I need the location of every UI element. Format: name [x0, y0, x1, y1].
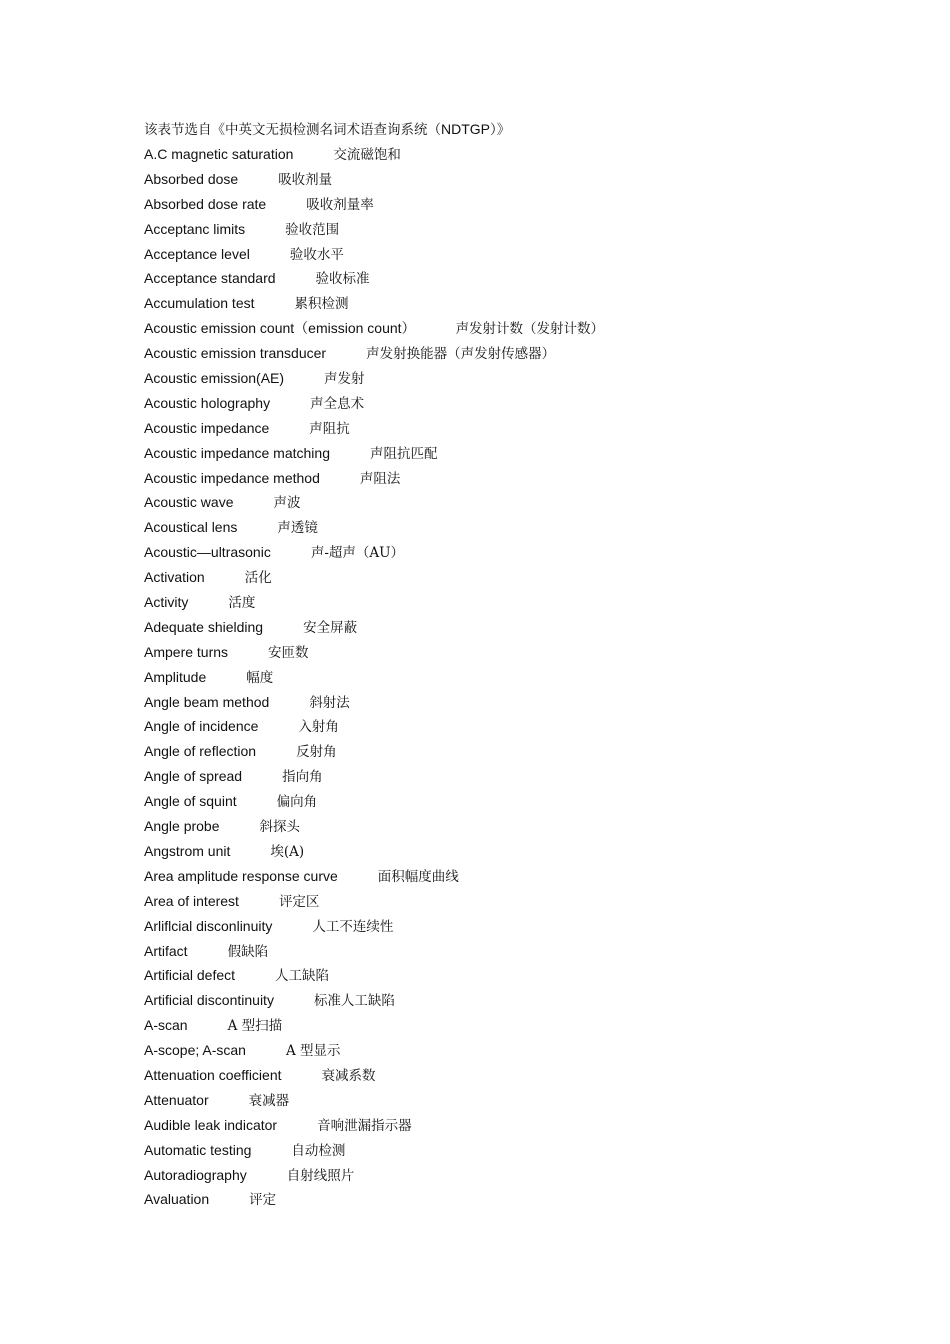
term-chinese: 验收水平 — [289, 246, 344, 263]
term-entry — [144, 690, 904, 715]
term-chinese: 指向角 — [282, 769, 323, 786]
term-entry — [144, 416, 904, 441]
term-entry — [144, 615, 904, 640]
term-entry — [144, 640, 904, 665]
term-entry — [144, 1163, 904, 1188]
term-english: A-scope; A-scan — [144, 1042, 246, 1059]
source-note — [144, 117, 904, 142]
term-entry — [144, 665, 904, 690]
term-english: Autoradiography — [144, 1166, 247, 1183]
term-chinese: 验收标准 — [315, 271, 370, 288]
term-chinese: 自射线照片 — [286, 1167, 355, 1184]
term-entry — [144, 1187, 904, 1212]
term-entry — [144, 441, 904, 466]
term-entry — [144, 1013, 904, 1038]
term-english: Activity — [144, 594, 189, 611]
term-english: Acoustic emission(AE) — [144, 370, 285, 387]
term-entry — [144, 739, 904, 764]
term-entry — [144, 266, 904, 291]
term-entry — [144, 939, 904, 964]
term-english: Activation — [144, 569, 205, 586]
term-entry — [144, 540, 904, 565]
term-english: Acoustic—ultrasonic — [144, 544, 271, 561]
term-english: Arliflcial disconlinuity — [144, 917, 273, 934]
term-english: Acoustic emission transducer — [144, 345, 327, 362]
term-chinese: 验收范围 — [285, 221, 340, 238]
term-chinese: 幅度 — [246, 669, 274, 686]
term-english: Angle of squint — [144, 793, 237, 810]
term-entry — [144, 291, 904, 316]
term-entry — [144, 914, 904, 939]
term-entry — [144, 1038, 904, 1063]
term-entry — [144, 590, 904, 615]
term-chinese: 活化 — [244, 570, 272, 587]
term-english: Acceptance standard — [144, 270, 276, 287]
term-chinese: 累积检测 — [294, 296, 349, 313]
term-chinese: 声波 — [273, 495, 301, 512]
term-chinese: 评定区 — [278, 893, 320, 910]
term-entry — [144, 192, 904, 217]
term-entry — [144, 217, 904, 242]
term-english: Angle beam method — [144, 693, 270, 710]
term-english: Acoustic impedance — [144, 419, 270, 436]
term-entry — [144, 889, 904, 914]
term-chinese: 评定 — [249, 1192, 277, 1209]
term-chinese: 反射角 — [296, 744, 337, 761]
term-english: Ampere turns — [144, 643, 229, 660]
source-note-suffix: ）》 — [490, 122, 511, 138]
term-entry — [144, 466, 904, 491]
term-entry — [144, 789, 904, 814]
term-english: Attenuation coefficient — [144, 1066, 282, 1083]
term-english: Absorbed dose — [144, 170, 239, 187]
term-entry — [144, 864, 904, 889]
term-list — [144, 142, 904, 1212]
term-entry — [144, 242, 904, 267]
term-english: Acoustic impedance matching — [144, 444, 330, 461]
term-english: Acoustic emission count（emission count） — [144, 320, 416, 337]
term-entry — [144, 764, 904, 789]
term-english: Area amplitude response curve — [144, 867, 338, 884]
term-chinese: 安全屏蔽 — [303, 619, 358, 636]
term-chinese: 安匝数 — [268, 644, 309, 661]
term-english: Angle of incidence — [144, 718, 259, 735]
term-chinese: 声发射 — [324, 371, 365, 388]
term-entry — [144, 1088, 904, 1113]
term-english: Angle of reflection — [144, 743, 257, 760]
term-chinese: 埃(A) — [270, 843, 305, 860]
term-entry — [144, 565, 904, 590]
term-entry — [144, 391, 904, 416]
term-entry — [144, 1138, 904, 1163]
term-entry — [144, 1113, 904, 1138]
term-chinese: 声发射计数（发射计数） — [455, 321, 605, 338]
term-english: Acoustic wave — [144, 494, 234, 511]
term-english: Acoustical lens — [144, 519, 238, 536]
term-english: Absorbed dose rate — [144, 195, 267, 212]
term-entry — [144, 167, 904, 192]
term-english: Acceptanc limits — [144, 220, 246, 237]
term-chinese: 偏向角 — [276, 794, 318, 811]
term-english: Avaluation — [144, 1191, 210, 1208]
term-entry — [144, 366, 904, 391]
term-english: A-scan — [144, 1017, 188, 1034]
term-chinese: 自动检测 — [291, 1142, 346, 1159]
term-chinese: 声-超声（AU） — [310, 545, 405, 562]
term-english: Artifact — [144, 942, 188, 959]
term-english: Automatic testing — [144, 1141, 252, 1158]
term-chinese: A 型扫描 — [227, 1018, 283, 1035]
term-entry — [144, 988, 904, 1013]
term-entry — [144, 142, 904, 167]
term-english: Acoustic impedance method — [144, 469, 320, 486]
term-chinese: 假缺陷 — [227, 943, 269, 960]
term-english: A.C magnetic saturation — [144, 146, 294, 162]
term-english: Artificial discontinuity — [144, 992, 274, 1009]
term-chinese: 声阻法 — [359, 470, 401, 487]
term-entry — [144, 515, 904, 540]
term-english: Amplitude — [144, 668, 207, 685]
term-chinese: 人工缺陷 — [275, 968, 330, 985]
term-chinese: 人工不连续性 — [312, 918, 394, 935]
term-english: Audible leak indicator — [144, 1116, 278, 1133]
term-english: Acoustic holography — [144, 394, 271, 411]
term-entry — [144, 814, 904, 839]
term-chinese: 吸收剂量率 — [306, 196, 374, 213]
term-english: Area of interest — [144, 892, 239, 909]
term-chinese: 交流磁饱和 — [333, 147, 401, 163]
term-entry — [144, 341, 904, 366]
term-entry — [144, 490, 904, 515]
term-chinese: 吸收剂量 — [278, 171, 333, 188]
term-chinese: 入射角 — [298, 719, 339, 736]
source-note-prefix: 该表节选自《中英文无损检测名词术语查询系统（ — [144, 122, 441, 138]
term-chinese: 衰减系数 — [321, 1067, 376, 1084]
term-chinese: 标准人工缺陷 — [313, 993, 395, 1010]
term-chinese: 声全息术 — [310, 395, 365, 412]
term-chinese: 斜射法 — [309, 694, 350, 711]
term-chinese: 斜探头 — [259, 819, 301, 836]
term-chinese: 声阻抗匹配 — [370, 445, 438, 462]
term-entry — [144, 316, 904, 341]
term-english: Acceptance level — [144, 245, 250, 262]
term-english: Angle of spread — [144, 768, 243, 785]
term-english: Angstrom unit — [144, 842, 231, 859]
term-entry — [144, 963, 904, 988]
term-chinese: 声发射换能器（声发射传感器） — [366, 346, 556, 363]
term-chinese: 声阻抗 — [309, 420, 350, 437]
term-entry — [144, 714, 904, 739]
term-english: Angle probe — [144, 818, 220, 835]
term-chinese: 衰减器 — [248, 1092, 290, 1109]
term-chinese: A 型显示 — [285, 1043, 341, 1060]
term-english: Attenuator — [144, 1091, 209, 1108]
glossary-content — [144, 117, 904, 1212]
term-chinese: 声透镜 — [277, 520, 318, 537]
term-chinese: 面积幅度曲线 — [377, 868, 459, 885]
term-entry — [144, 1063, 904, 1088]
term-entry — [144, 839, 904, 864]
term-english: Adequate shielding — [144, 618, 264, 635]
term-chinese: 活度 — [228, 595, 256, 612]
term-chinese: 音响泄漏指示器 — [317, 1117, 412, 1134]
term-english: Artificial defect — [144, 967, 236, 984]
source-note-code: NDTGP — [441, 121, 490, 137]
term-english: Accumulation test — [144, 295, 255, 312]
